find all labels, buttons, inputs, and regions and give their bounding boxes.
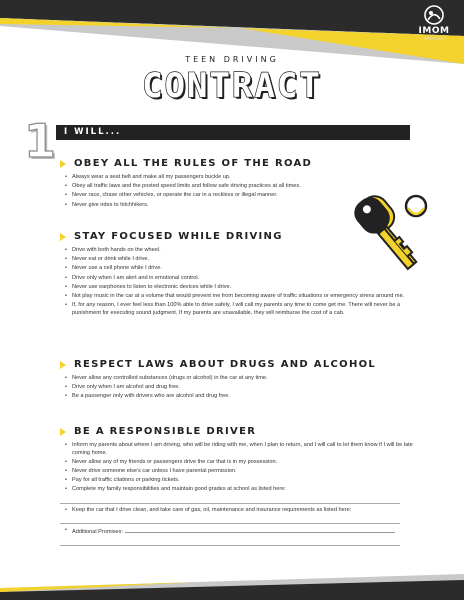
section-title: RESPECT LAWS ABOUT DRUGS AND ALCOHOL (60, 358, 420, 371)
list-item: • Never eat or drink while I drive. (65, 256, 305, 264)
list-item: • Never allow any of my friends or passengers drive the car that is in my possession. (65, 459, 420, 467)
section-drugs-alcohol (60, 358, 420, 403)
document-title: CONTRACT (142, 66, 322, 106)
section-responsible-driver (60, 425, 420, 549)
car-care-list (60, 507, 420, 515)
list-item: • Inform my parents about where I am driving, who will be riding with me, when I plan to return, and I will call to let them know if I will be late coming home. (65, 442, 420, 457)
drugs-alcohol-list (60, 375, 420, 401)
list-item: • Never use a cell phone while I drive. (65, 265, 305, 273)
focus-list (60, 247, 420, 317)
list-item: • Drive only when I am alcohol and drug free. (65, 384, 420, 392)
section-obey-rules (60, 157, 420, 211)
section-title: STAY FOCUSED WHILE DRIVING (60, 230, 420, 243)
responsibility-list (60, 442, 420, 494)
list-item: • Never drive someone else's car unless I have parental permission. (65, 468, 420, 476)
additional-promises-label: Additional Promises: (72, 528, 123, 535)
section-title: OBEY ALL THE RULES OF THE ROAD (60, 157, 420, 170)
additional-promises-line[interactable] (125, 527, 395, 533)
yellow-arrow-icon (60, 428, 66, 436)
imom-logo-icon (423, 4, 445, 26)
list-item: • Never use earphones to listen to electronic devices while I drive. (65, 284, 305, 292)
list-item: • Drive with both hands on the wheel. (65, 247, 305, 255)
i-will-heading: I WILL... (56, 125, 410, 140)
car-care-write-in-line[interactable] (60, 516, 400, 524)
promises-list (60, 527, 420, 537)
list-item (65, 527, 420, 537)
list-item: • Always wear a seat belt and make all my passengers buckle up. (65, 174, 420, 182)
list-item: • Pay for all traffic citations or parking tickets. (65, 477, 420, 485)
document-subtitle: TEEN DRIVING (185, 55, 279, 64)
bottom-footer-band (0, 574, 464, 600)
list-item: • Never give rides to hitchhikers. (65, 202, 420, 210)
logo-name: IMOM (418, 26, 450, 36)
list-item: • Be a passenger only with drivers who are alcohol and drug free. (65, 393, 420, 401)
yellow-arrow-icon (60, 160, 66, 168)
section-stay-focused (60, 230, 420, 319)
additional-promises-write-in-line[interactable] (60, 538, 400, 546)
logo-url: iMOM.com (423, 36, 445, 41)
list-item: • If, for any reason, I ever feel less than 100% able to drive safely, I will call my parents any time to come get me. There will never be a punishment for executing sound judgment. If my parents are unavailable, they will reimburse the cost of a cab. (65, 302, 420, 317)
list-item: • Never race, chase other vehicles, or operate the car in a reckless or illegal manner. (65, 192, 420, 200)
list-item: • Drive only when I am alert and in emotional control. (65, 275, 305, 283)
step-number: 1 (24, 114, 57, 168)
yellow-arrow-icon (60, 233, 66, 241)
list-item: • Not play music in the car at a volume that would prevent me from becoming aware of traffic situations or emergency sirens around me. (65, 293, 420, 301)
list-item: • Never allow any controlled substances (drugs or alcohol) in the car at any time. (65, 375, 420, 383)
rules-list (60, 174, 420, 209)
list-item: • Obey all traffic laws and the posted speed limits and follow safe driving practices at all times. (65, 183, 420, 191)
yellow-arrow-icon (60, 361, 66, 369)
responsibilities-write-in-line[interactable] (60, 496, 400, 504)
list-item: • Keep the car that I drive clean, and take care of gas, oil, maintenance and insurance requirements as listed here: (65, 507, 420, 515)
list-item: • Complete my family responsibilities and maintain good grades at school as listed here: (65, 486, 420, 494)
imom-logo[interactable] (414, 4, 454, 41)
section-title: BE A RESPONSIBLE DRIVER (60, 425, 420, 438)
